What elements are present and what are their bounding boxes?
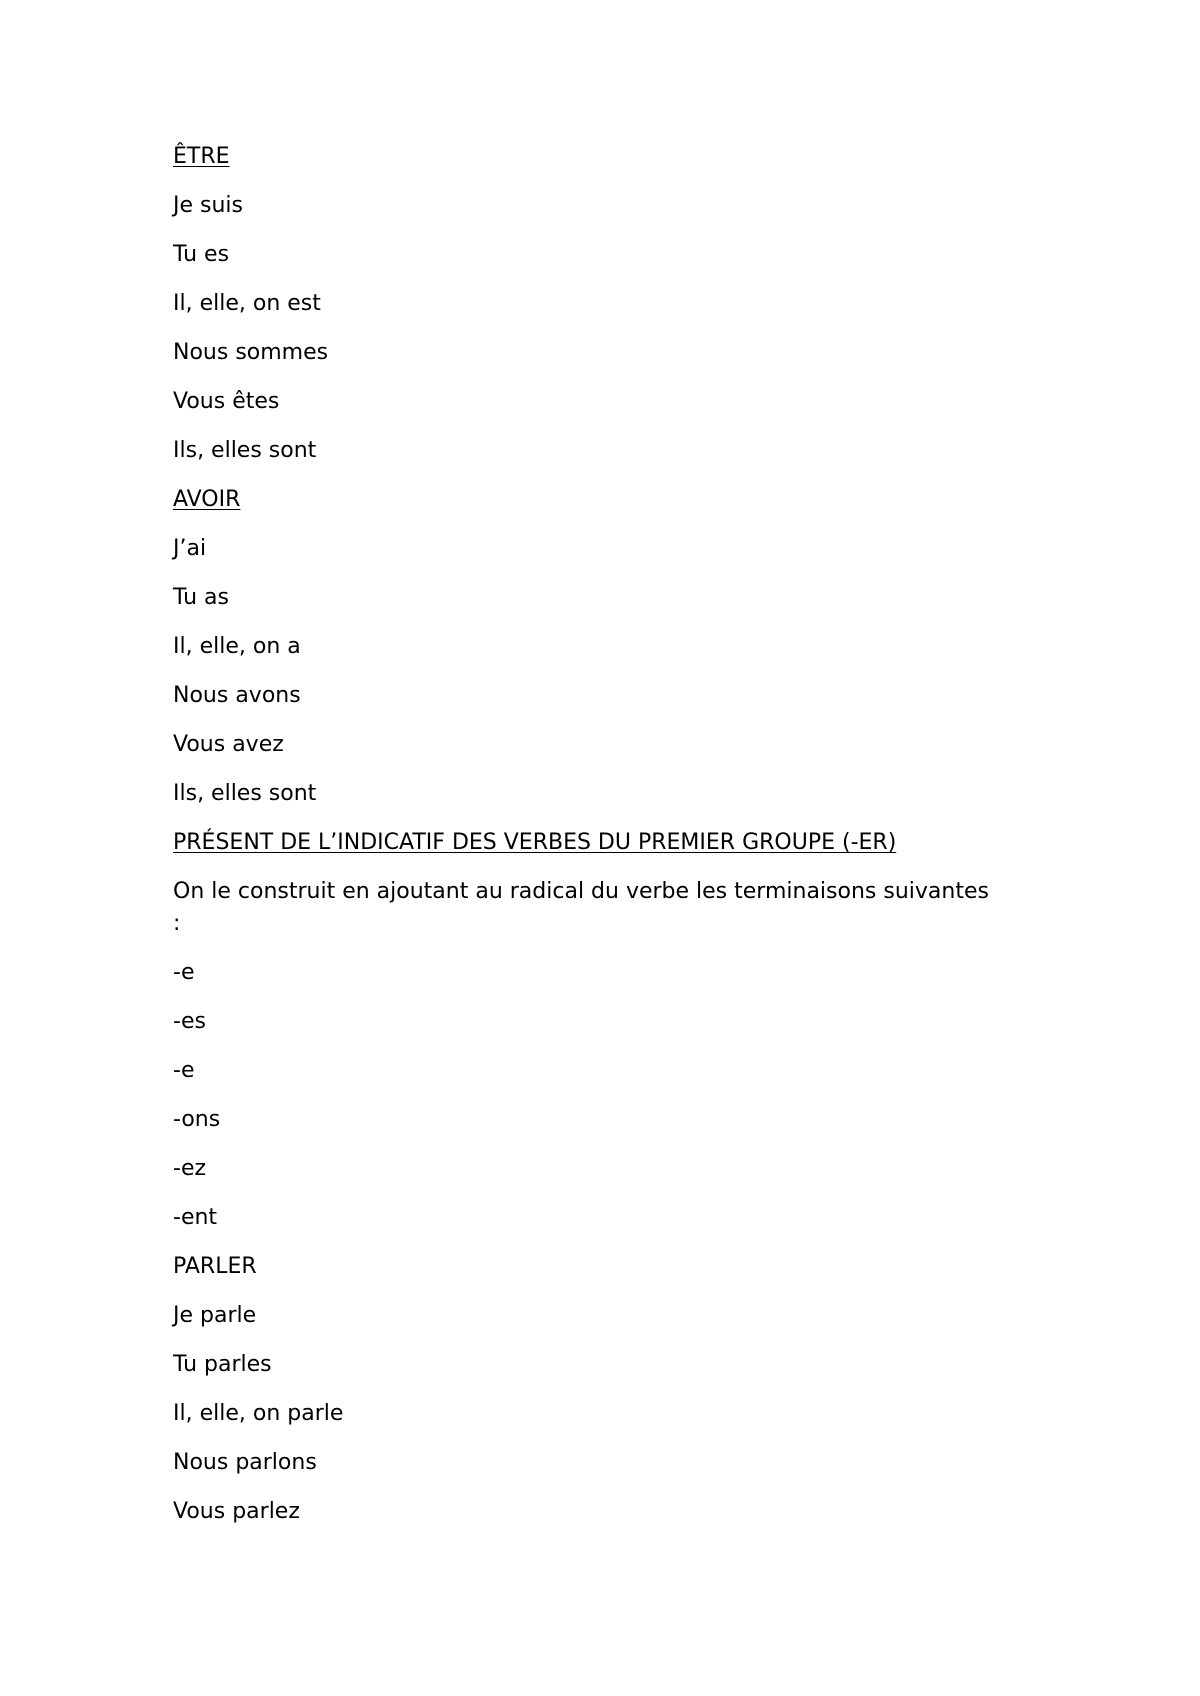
etre-line: Ils, elles sont [173,438,317,463]
etre-line: Nous sommes [173,340,329,365]
parler-line: Tu parles [173,1352,272,1377]
avoir-line: J’ai [173,536,207,561]
avoir-line: Tu as [173,585,229,610]
ending-item: -ons [173,1107,221,1132]
ending-item: -es [173,1009,206,1034]
etre-line: Il, elle, on est [173,291,321,316]
etre-line: Tu es [173,242,230,267]
avoir-line: Il, elle, on a [173,634,301,659]
ending-item: -e [173,1058,195,1083]
ending-item: -e [173,960,195,985]
parler-line: Vous parlez [173,1499,300,1524]
avoir-line: Ils, elles sont [173,781,317,806]
parler-line: Je parle [173,1303,257,1328]
parler-line: Nous parlons [173,1450,317,1475]
avoir-line: Nous avons [173,683,301,708]
parler-line: Il, elle, on parle [173,1401,344,1426]
etre-line: Je suis [173,193,243,218]
present-intro-paragraph: On le construit en ajoutant au radical du verbe les terminaisons suivantes : [173,879,989,936]
avoir-heading: AVOIR [173,487,241,512]
present-heading: PRÉSENT DE L’INDICATIF DES VERBES DU PREMIER GROUPE (-ER) [173,830,897,855]
etre-heading: ÊTRE [173,144,230,169]
avoir-line: Vous avez [173,732,284,757]
ending-item: -ez [173,1156,207,1181]
document-content [173,141,993,1545]
etre-line: Vous êtes [173,389,280,414]
parler-heading: PARLER [173,1254,257,1279]
ending-item: -ent [173,1205,218,1230]
